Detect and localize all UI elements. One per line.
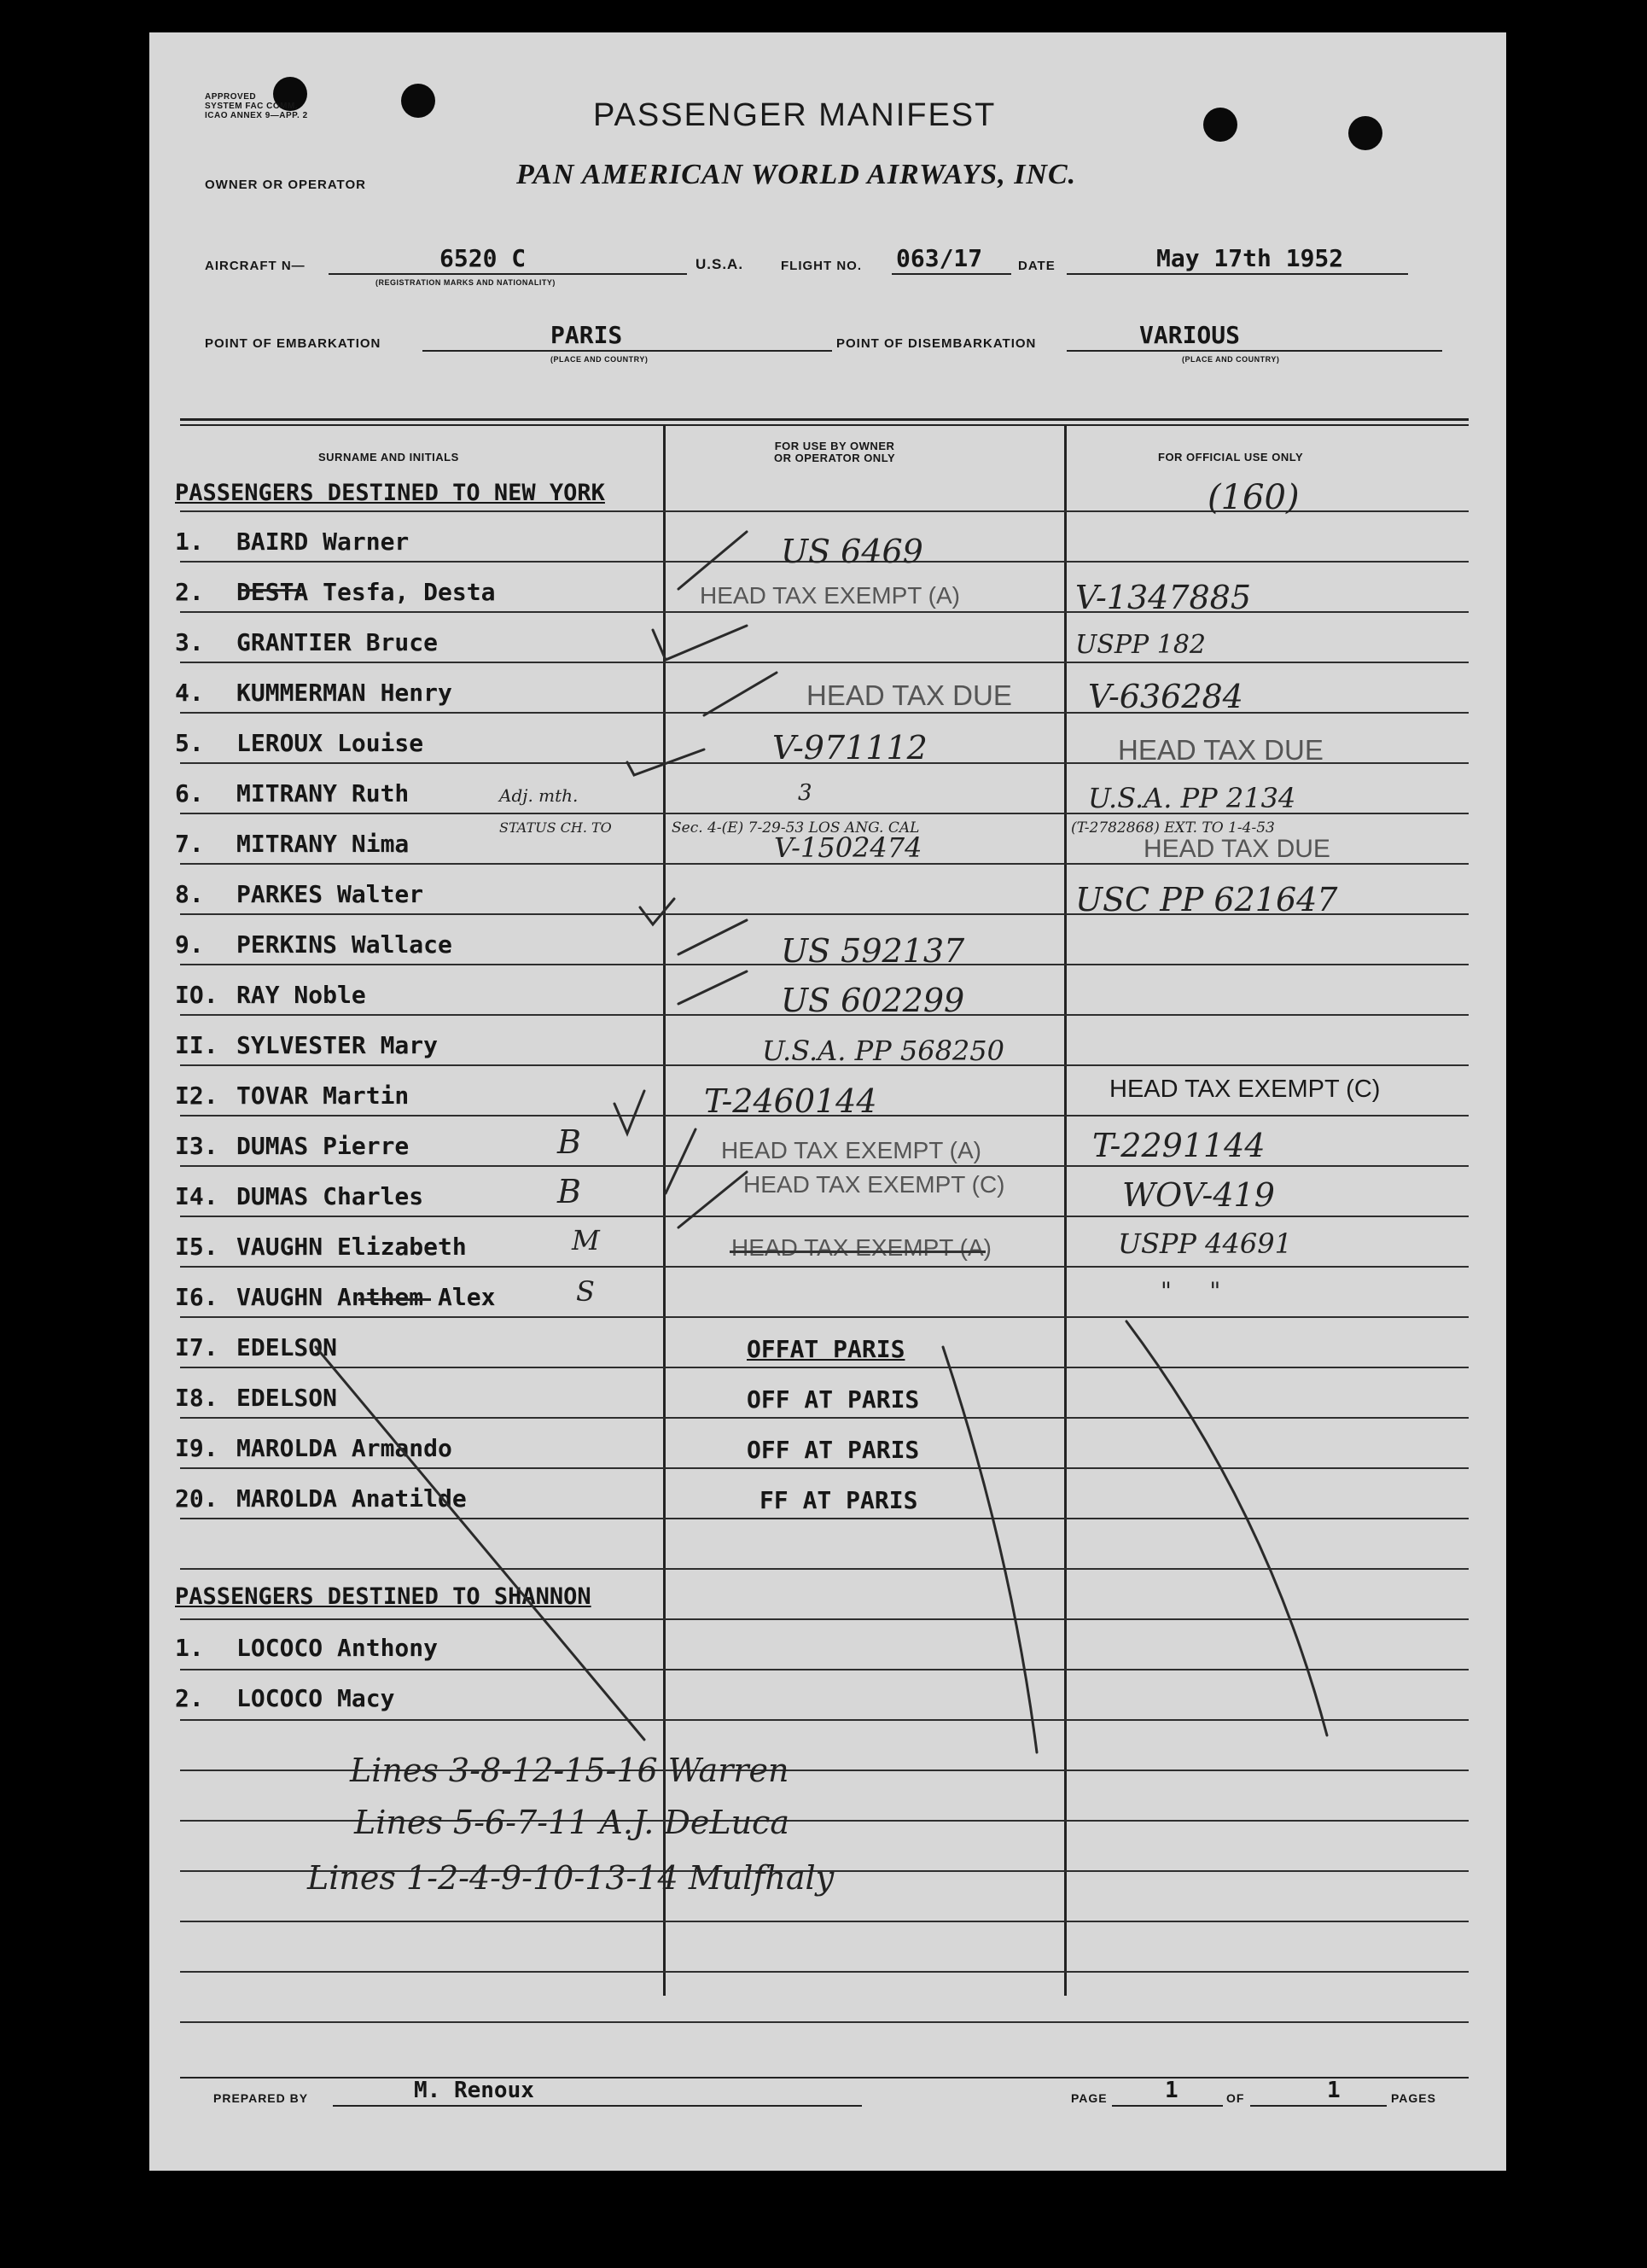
passenger-number: IO. xyxy=(175,981,218,1009)
row-rule xyxy=(180,2021,1469,2023)
passenger-number: I5. xyxy=(175,1233,218,1261)
passenger-row xyxy=(175,1031,438,1059)
passenger-number: 6. xyxy=(175,779,204,808)
col3-row2: V-1347885 xyxy=(1075,579,1252,616)
col3-row14: WOV-419 xyxy=(1122,1176,1275,1214)
passenger-name: LEROUX Louise xyxy=(236,729,424,757)
signature-line-3: Lines 1-2-4-9-10-13-14 Mulfhaly xyxy=(307,1859,835,1897)
carrier-name: PAN AMERICAN WORLD AIRWAYS, INC. xyxy=(516,159,1077,190)
disembark-caption: (PLACE AND COUNTRY) xyxy=(1182,355,1280,364)
punch-hole xyxy=(401,84,435,118)
punch-hole xyxy=(1203,108,1237,142)
passenger-row xyxy=(175,628,438,656)
passenger-name: PERKINS Wallace xyxy=(236,930,452,959)
passenger-number: 4. xyxy=(175,679,204,707)
passenger-name: GRANTIER Bruce xyxy=(236,628,439,656)
row-rule xyxy=(180,1316,1469,1318)
col2-row14: HEAD TAX EXEMPT (C) xyxy=(743,1171,1005,1198)
row-rule xyxy=(180,1719,1469,1721)
col2-row10: US 602299 xyxy=(781,982,965,1019)
row-rule xyxy=(180,1669,1469,1670)
passenger-row xyxy=(175,679,452,707)
column-header-official: FOR OFFICIAL USE ONLY xyxy=(1158,451,1304,464)
table-top-rule xyxy=(180,424,1469,426)
passenger-row xyxy=(175,1684,394,1712)
row-rule xyxy=(180,1568,1469,1570)
passenger-number: 5. xyxy=(175,729,204,757)
passenger-number: I6. xyxy=(175,1283,218,1311)
passenger-name: VAUGHN Anthem Alex xyxy=(236,1283,496,1311)
official-count: (160) xyxy=(1208,478,1300,517)
col3-row15: USPP 44691 xyxy=(1118,1227,1292,1260)
passenger-row xyxy=(175,779,409,808)
col3-row4: V-636284 xyxy=(1088,678,1243,715)
row-rule xyxy=(180,1367,1469,1368)
col1-mark-row16: S xyxy=(576,1275,595,1308)
passenger-row xyxy=(175,1082,409,1110)
passenger-number: 2. xyxy=(175,578,204,606)
passenger-number: 3. xyxy=(175,628,204,656)
approval-note: APPROVED SYSTEM FAC COMM. ICAO ANNEX 9—APP. 2 xyxy=(205,92,308,120)
col1-note-row6: Adj. mth. xyxy=(499,785,579,806)
column-header-operator: FOR USE BY OWNER OR OPERATOR ONLY xyxy=(774,440,896,464)
passenger-name: DUMAS Pierre xyxy=(236,1132,410,1160)
passenger-row xyxy=(175,1283,495,1311)
embark-underline xyxy=(422,350,832,352)
passenger-number: I3. xyxy=(175,1132,218,1160)
passenger-row xyxy=(175,729,423,757)
strikethrough xyxy=(242,589,301,592)
passenger-number: 1. xyxy=(175,1634,204,1662)
col3-row8: USC PP 621647 xyxy=(1075,881,1338,918)
col2-row7: V-1502474 xyxy=(774,831,922,864)
passenger-name: MAROLDA Armando xyxy=(236,1434,452,1462)
col2-row6: 3 xyxy=(798,780,812,806)
section-new-york: PASSENGERS DESTINED TO NEW YORK xyxy=(175,480,605,506)
signature-line-2: Lines 5-6-7-11 A.J. DeLuca xyxy=(354,1804,789,1841)
col3-row5: HEAD TAX DUE xyxy=(1118,734,1324,766)
passenger-number: 9. xyxy=(175,930,204,959)
row-rule xyxy=(180,1266,1469,1268)
col2-row15: HEAD TAX EXEMPT (A) xyxy=(731,1234,992,1261)
passenger-row xyxy=(175,578,495,606)
manifest-document xyxy=(149,32,1506,2171)
col3-row16: " " xyxy=(1161,1277,1221,1305)
disembark-value: VARIOUS xyxy=(1139,321,1241,349)
col2-row1: US 6469 xyxy=(781,533,923,570)
passenger-name: EDELSON xyxy=(236,1384,338,1412)
row-rule xyxy=(180,1921,1469,1922)
passenger-name: MITRANY Nima xyxy=(236,830,410,858)
passenger-number: 7. xyxy=(175,830,204,858)
passenger-number: 20. xyxy=(175,1484,218,1513)
passenger-name: MITRANY Ruth xyxy=(236,779,410,808)
aircraft-label: AIRCRAFT N— xyxy=(205,259,306,273)
col2-row9: US 592137 xyxy=(781,932,965,970)
row-rule xyxy=(180,1467,1469,1469)
disembark-underline xyxy=(1067,350,1442,352)
col1-mark-row13: B xyxy=(557,1123,581,1161)
prepared-value: M. Renoux xyxy=(414,2078,534,2103)
passenger-number: 2. xyxy=(175,1684,204,1712)
signature-line-1: Lines 3-8-12-15-16 Warren xyxy=(350,1752,789,1789)
col3-row7: HEAD TAX DUE xyxy=(1144,835,1330,863)
row-rule xyxy=(180,1971,1469,1973)
passenger-row xyxy=(175,981,366,1009)
disembark-label: POINT OF DISEMBARKATION xyxy=(836,336,1037,351)
aircraft-value: 6520 C xyxy=(439,244,527,272)
owner-label: OWNER OR OPERATOR xyxy=(205,178,366,192)
col2-row20: FF AT PARIS xyxy=(759,1486,918,1514)
passenger-row xyxy=(175,1233,467,1261)
of-value: 1 xyxy=(1327,2078,1341,2103)
strikethrough xyxy=(358,1298,431,1301)
page-underline xyxy=(1112,2105,1223,2107)
passenger-row xyxy=(175,930,452,959)
of-label: OF xyxy=(1226,2091,1245,2105)
passenger-name: KUMMERMAN Henry xyxy=(236,679,452,707)
row-rule xyxy=(180,1518,1469,1519)
col2-row18: OFF AT PARIS xyxy=(747,1385,920,1414)
col3-row3: USPP 182 xyxy=(1075,630,1207,660)
col2-row13: HEAD TAX EXEMPT (A) xyxy=(721,1137,981,1163)
passenger-row xyxy=(175,1333,337,1361)
col1-mark-row14: B xyxy=(557,1173,581,1210)
col2-row19: OFF AT PARIS xyxy=(747,1436,920,1464)
col3-row13: T-2291144 xyxy=(1092,1127,1266,1164)
passenger-number: 8. xyxy=(175,880,204,908)
aircraft-underline xyxy=(329,273,687,275)
col2-row4: HEAD TAX DUE xyxy=(806,679,1012,711)
date-value: May 17th 1952 xyxy=(1156,244,1344,272)
embark-label: POINT OF EMBARKATION xyxy=(205,336,381,351)
embark-caption: (PLACE AND COUNTRY) xyxy=(550,355,649,364)
row-rule xyxy=(180,712,1469,714)
col3-row7-note: (T-2782868) EXT. TO 1-4-53 xyxy=(1071,819,1275,837)
passenger-name: SYLVESTER Mary xyxy=(236,1031,439,1059)
passenger-name: DUMAS Charles xyxy=(236,1182,424,1210)
passenger-name: BAIRD Warner xyxy=(236,528,410,556)
column-divider xyxy=(1064,425,1067,1996)
passenger-name: LOCOCO Anthony xyxy=(236,1634,439,1662)
passenger-number: I9. xyxy=(175,1434,218,1462)
passenger-name: EDELSON xyxy=(236,1333,338,1361)
pages-label: PAGES xyxy=(1391,2091,1436,2105)
date-label: DATE xyxy=(1018,259,1056,273)
punch-hole xyxy=(1348,116,1382,150)
prepared-label: PREPARED BY xyxy=(213,2091,309,2105)
flight-underline xyxy=(892,273,1011,275)
passenger-name: DESTA Tesfa, Desta xyxy=(236,578,496,606)
passenger-name: VAUGHN Elizabeth xyxy=(236,1233,467,1261)
table-top-rule xyxy=(180,418,1469,421)
col2-row12: T-2460144 xyxy=(704,1082,877,1120)
row-rule xyxy=(180,611,1469,613)
col2-row17: OFFAT PARIS xyxy=(747,1335,905,1363)
passenger-number: 1. xyxy=(175,528,204,556)
passenger-name: RAY Noble xyxy=(236,981,366,1009)
row-rule xyxy=(180,1417,1469,1419)
embark-value: PARIS xyxy=(550,321,623,349)
passenger-number: I4. xyxy=(175,1182,218,1210)
passenger-row xyxy=(175,1132,409,1160)
passenger-number: I8. xyxy=(175,1384,218,1412)
prepared-underline xyxy=(333,2105,862,2107)
col2-row5: V-971112 xyxy=(772,729,928,767)
usa-label: U.S.A. xyxy=(695,256,744,272)
row-rule xyxy=(180,1216,1469,1217)
row-rule xyxy=(180,1618,1469,1620)
flight-value: 063/17 xyxy=(896,244,983,272)
col3-row12: HEAD TAX EXEMPT (C) xyxy=(1109,1076,1381,1103)
passenger-number: I7. xyxy=(175,1333,218,1361)
passenger-number: I2. xyxy=(175,1082,218,1110)
date-underline xyxy=(1067,273,1408,275)
flight-label: FLIGHT NO. xyxy=(781,259,862,273)
row-rule xyxy=(180,662,1469,663)
col2-row11: U.S.A. PP 568250 xyxy=(762,1035,1004,1067)
section-shannon: PASSENGERS DESTINED TO SHANNON xyxy=(175,1583,591,1610)
col1-note-row7: STATUS CH. TO xyxy=(499,819,612,836)
page-label: PAGE xyxy=(1071,2091,1108,2105)
col2-row7-note: Sec. 4-(E) 7-29-53 LOS ANG. CAL xyxy=(672,819,920,837)
passenger-name: TOVAR Martin xyxy=(236,1082,410,1110)
strikethrough xyxy=(730,1251,986,1253)
passenger-name: PARKES Walter xyxy=(236,880,424,908)
aircraft-caption: (REGISTRATION MARKS AND NATIONALITY) xyxy=(375,278,556,287)
passenger-name: MAROLDA Anatilde xyxy=(236,1484,467,1513)
row-rule xyxy=(180,1165,1469,1167)
passenger-number: II. xyxy=(175,1031,218,1059)
col2-row2: HEAD TAX EXEMPT (A) xyxy=(700,582,960,609)
passenger-row xyxy=(175,1384,337,1412)
passenger-row xyxy=(175,880,423,908)
page-value: 1 xyxy=(1165,2078,1179,2103)
passenger-row xyxy=(175,528,409,556)
passenger-row xyxy=(175,1484,467,1513)
footer-rule xyxy=(180,2077,1469,2079)
passenger-row xyxy=(175,830,409,858)
passenger-row xyxy=(175,1634,438,1662)
passenger-row xyxy=(175,1434,452,1462)
of-underline xyxy=(1250,2105,1387,2107)
column-header-names: SURNAME AND INITIALS xyxy=(318,451,459,464)
col1-mark-row15: M xyxy=(572,1224,600,1256)
passenger-name: LOCOCO Macy xyxy=(236,1684,395,1712)
form-title: PASSENGER MANIFEST xyxy=(593,97,997,133)
passenger-row xyxy=(175,1182,423,1210)
col3-row6: U.S.A. PP 2134 xyxy=(1088,782,1296,814)
